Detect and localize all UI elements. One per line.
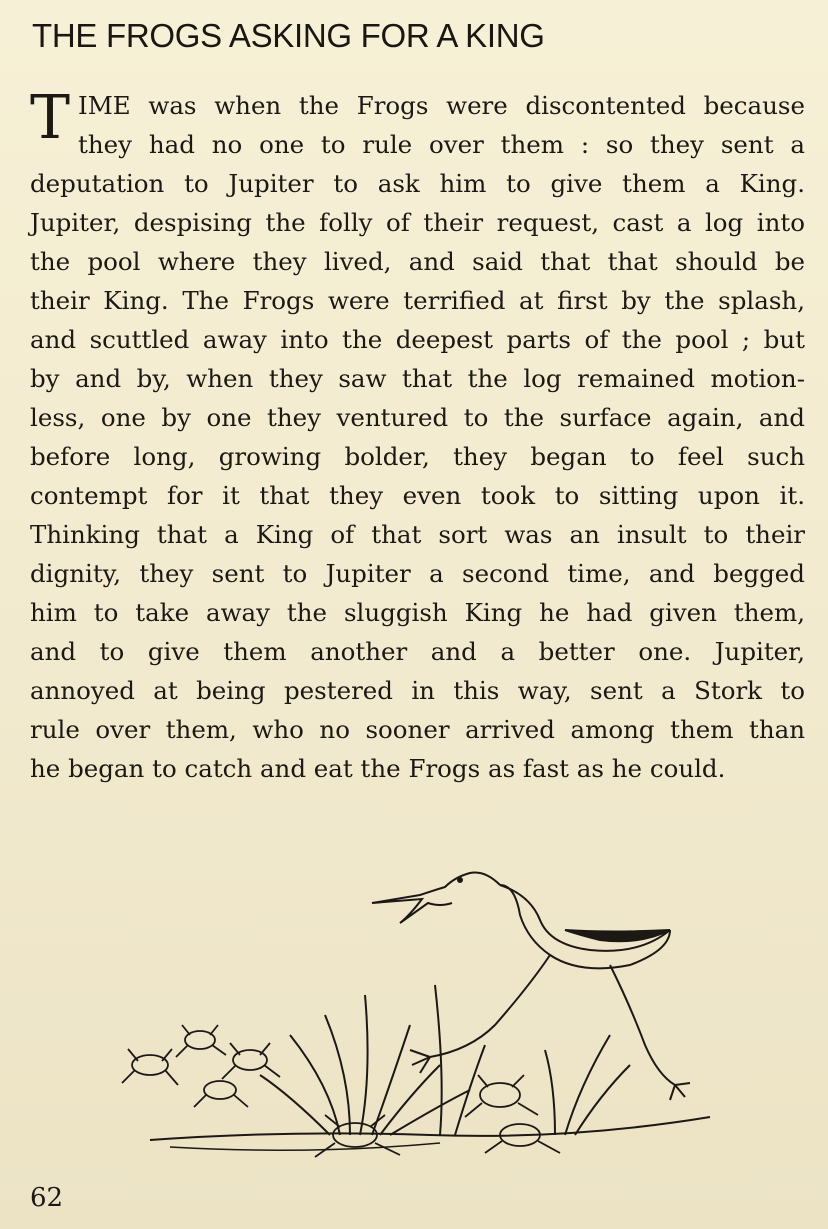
text-line: and scuttled away into the deepest parts of the pool ; but [30,325,805,354]
stork-leg-front [430,955,550,1057]
text-line: contempt for it that they even took to sitting upon it. [30,481,805,510]
text-line: by and by, when they saw that the log remained motion- [30,364,805,393]
stork-and-frogs-illustration [110,835,730,1180]
text-line: Jupiter, despising the folly of their request, cast a log into [30,208,805,237]
stork [372,873,690,1101]
text-line: the pool where they lived, and said that that should be [30,247,805,276]
drop-cap: T [30,83,71,153]
text-line: Thinking that a King of that sort was an insult to their [30,520,805,549]
text-line: and to give them another and a better one. Jupiter, [30,637,805,666]
text-line: before long, growing bolder, they began to feel such [30,442,805,471]
text-line: deputation to Jupiter to ask him to give them a King. [30,169,805,198]
text-line: he began to catch and eat the Frogs as fast as he could. [30,754,726,783]
reeds [260,985,630,1135]
ground-shadow [170,1143,440,1150]
page-title: THE FROGS ASKING FOR A KING [32,17,545,54]
text-line: less, one by one they ventured to the surface again, and [30,403,805,432]
text-line: they had no one to rule over them : so they sent a [78,130,805,159]
fable-text [30,83,805,788]
text-line: him to take away the sluggish King he had given them, [30,598,805,627]
text-line: their King. The Frogs were terrified at first by the splash, [30,286,805,315]
text-line: rule over them, who no sooner arrived among them than [30,715,805,744]
ground-line [150,1117,710,1140]
text-line: IME was when the Frogs were discontented because [78,91,805,120]
stork-leg-back [610,965,675,1085]
page-number: 62 [30,1183,64,1213]
text-line: dignity, they sent to Jupiter a second time, and begged [30,559,805,588]
text-line: annoyed at being pestered in this way, sent a Stork to [30,676,805,705]
